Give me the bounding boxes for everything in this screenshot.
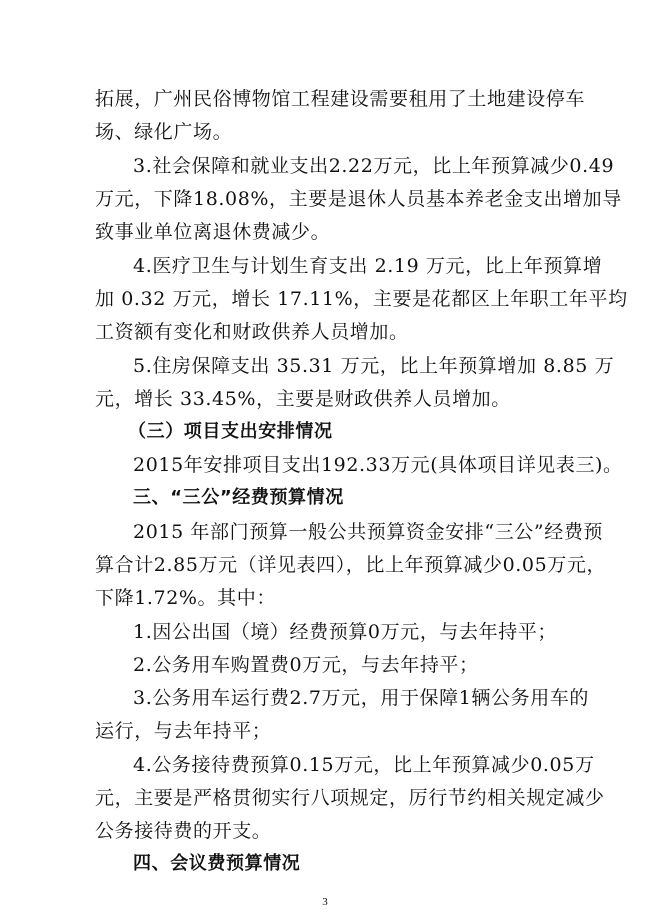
paragraph-line: 公务接待费的开支。 <box>95 820 272 842</box>
paragraph-line: 下降1.72%。其中： <box>95 587 276 609</box>
paragraph-line: 元，主要是严格贯彻实行八项规定，厉行节约相关规定减少 <box>95 787 605 809</box>
section-heading: （三）项目支出安排情况 <box>128 421 333 442</box>
paragraph-line: 致事业单位离退休费减少。 <box>95 221 331 243</box>
paragraph-line: 1.因公出国（境）经费预算0万元，与去年持平； <box>133 621 558 643</box>
section-heading: 四、会议费预算情况 <box>133 853 301 874</box>
paragraph-line: 4.医疗卫生与计划生育支出 2.19 万元，比上年预算增 <box>133 255 603 277</box>
paragraph-line: 3.社会保障和就业支出2.22万元，比上年预算减少0.49 <box>133 155 615 177</box>
paragraph-line: 工资额有变化和财政供养人员增加。 <box>95 321 409 343</box>
paragraph-line: 3.公务用车运行费2.7万元，用于保障1辆公务用车的 <box>133 687 590 709</box>
paragraph-line: 算合计2.85万元（详见表四），比上年预算减少0.05万元， <box>95 554 607 576</box>
paragraph-line: 2015年安排项目支出192.33万元(具体项目详见表三)。 <box>133 454 623 476</box>
paragraph-line: 5.住房保障支出 35.31 万元，比上年预算增加 8.85 万 <box>133 355 615 377</box>
paragraph-line: 万元，下降18.08%，主要是退休人员基本养老金支出增加导 <box>95 188 622 210</box>
paragraph-line: 运行，与去年持平； <box>95 720 272 742</box>
paragraph-line: 元，增长 33.45%，主要是财政供养人员增加。 <box>95 388 511 410</box>
paragraph-line: 4.公务接待费预算0.15万元，比上年预算减少0.05万 <box>133 754 595 776</box>
paragraph-line: 2.公务用车购置费0万元，与去年持平； <box>133 654 479 676</box>
section-heading: 三、“三公”经费预算情况 <box>133 487 344 508</box>
paragraph-line: 加 0.32 万元，增长 17.11%，主要是花都区上年职工年平均 <box>95 288 628 310</box>
paragraph-line: 场、绿化广场。 <box>95 121 233 143</box>
page-number: 3 <box>322 896 328 908</box>
paragraph-line: 拓展，广州民俗博物馆工程建设需要租用了土地建设停车 <box>95 88 586 110</box>
paragraph-line: 2015 年部门预算一般公共预算资金安排“三公”经费预 <box>133 521 604 543</box>
